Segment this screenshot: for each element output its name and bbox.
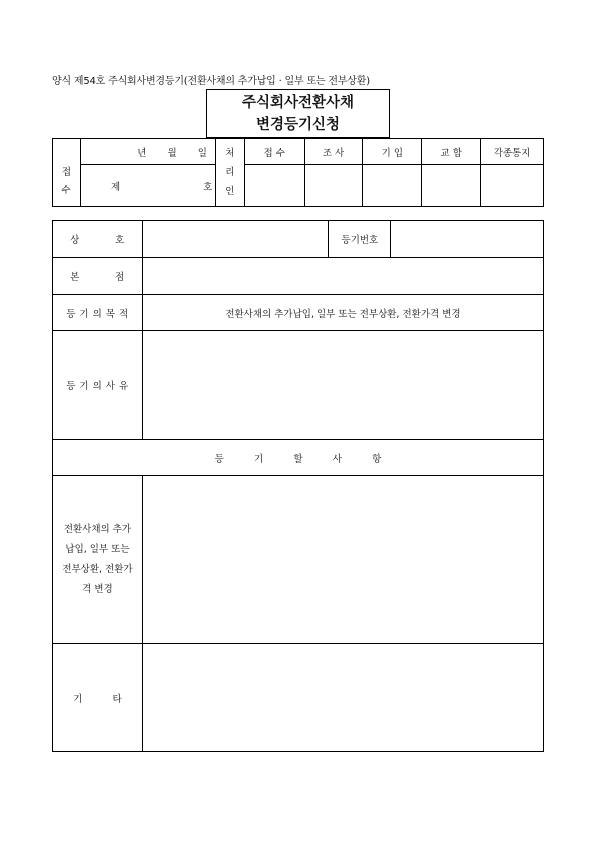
branch-field[interactable]	[142, 258, 543, 295]
stamp-review[interactable]	[304, 165, 363, 207]
matters-header: 등 기 할 사 항	[53, 440, 544, 476]
col-reception: 접 수	[244, 139, 304, 165]
document-title	[206, 89, 390, 138]
reception-date	[80, 139, 215, 165]
other-field[interactable]	[142, 644, 543, 752]
branch-label: 본 점	[53, 258, 143, 295]
reception-table	[52, 138, 544, 207]
purpose-value: 전환사채의 추가납입, 일부 또는 전부상환, 전환가격 변경	[142, 295, 543, 331]
reg-number-field[interactable]	[391, 221, 544, 258]
other-label: 기 타	[53, 644, 143, 752]
col-review: 조 사	[304, 139, 363, 165]
stamp-check[interactable]	[422, 165, 481, 207]
process-label: 처 리 인	[215, 139, 244, 207]
day-label: 일	[197, 147, 207, 159]
reception-label-bottom: 수	[61, 185, 71, 196]
title-line-1: 주식회사전환사채	[241, 95, 355, 111]
col-entry: 기 입	[363, 139, 422, 165]
trade-name-label: 상 호	[53, 221, 143, 258]
no-suffix: 호	[203, 181, 213, 193]
month-label: 월	[167, 147, 177, 159]
reason-label: 등 기 의 사 유	[53, 331, 143, 440]
change-label: 전환사채의 추가 납입, 일부 또는 전부상환, 전환가 격 변경	[53, 476, 143, 644]
stamp-reception[interactable]	[244, 165, 304, 207]
col-check: 교 합	[422, 139, 481, 165]
reception-number	[80, 165, 215, 207]
reg-number-label: 등기번호	[329, 221, 391, 258]
trade-name-field[interactable]	[142, 221, 329, 258]
reception-label: 접	[53, 139, 81, 207]
application-table	[52, 220, 544, 752]
form-caption: 양식 제54호 주식회사변경등기(전환사채의 추가납입 · 일부 또는 전부상환)	[52, 76, 370, 87]
stamp-entry[interactable]	[363, 165, 422, 207]
purpose-label: 등 기 의 목 적	[53, 295, 143, 331]
reason-field[interactable]	[142, 331, 543, 440]
stamp-notice[interactable]	[481, 165, 544, 207]
no-prefix: 제	[110, 181, 121, 193]
title-line-2: 변경등기신청	[255, 117, 341, 133]
change-field[interactable]	[142, 476, 543, 644]
year-label: 년	[137, 147, 147, 159]
col-notice: 각종통지	[481, 139, 544, 165]
